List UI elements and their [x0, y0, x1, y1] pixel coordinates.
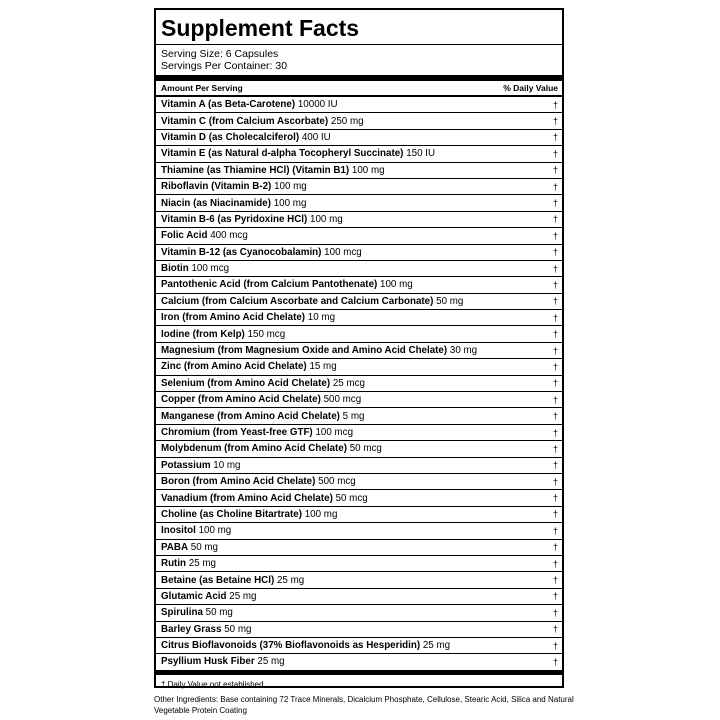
daily-value-footnote: † Daily Value not established. [161, 679, 266, 689]
nutrient-amount: 25 mg [229, 590, 257, 602]
nutrient-amount: 50 mg [190, 541, 219, 553]
daily-value-mark: † [552, 525, 558, 536]
nutrient-cell [161, 132, 331, 143]
nutrient-name: Copper (from Amino Acid Chelate) [161, 394, 321, 406]
table-row [156, 458, 562, 474]
nutrient-name: Psyllium Husk Fiber [161, 656, 255, 668]
daily-value-mark: † [552, 361, 558, 372]
nutrient-table [156, 97, 562, 670]
daily-value-mark: † [552, 329, 558, 340]
daily-value-mark: † [552, 279, 558, 290]
table-row [156, 523, 562, 539]
nutrient-name: Molybdenum (from Amino Acid Chelate) [161, 443, 347, 455]
table-row [156, 294, 562, 310]
nutrient-name: Choline (as Choline Bitartrate) [161, 508, 302, 520]
daily-value-mark: † [552, 394, 558, 405]
nutrient-name: Citrus Bioflavonoids (37% Bioflavonoids as Hesperidin) [161, 640, 421, 652]
daily-value-mark: † [552, 624, 558, 635]
nutrient-name: Barley Grass [161, 623, 222, 635]
daily-value-mark: † [552, 296, 558, 307]
nutrient-cell [161, 558, 216, 569]
other-ingredients: Other Ingredients: Base containing 72 Trace Minerals, Dicalcium Phosphate, Cellulose, Stearic Acid, Silica and Natural Vegetable Protein Coating [154, 695, 574, 715]
nutrient-amount: 25 mg [422, 640, 451, 652]
nutrient-cell [161, 411, 364, 422]
nutrient-amount: 10000 IU [297, 99, 338, 111]
nutrient-amount: 250 mg [330, 115, 364, 127]
nutrient-cell [161, 214, 343, 225]
nutrient-cell [161, 116, 364, 127]
table-row [156, 605, 562, 621]
nutrient-name: Biotin [161, 263, 189, 275]
daily-value-mark: † [552, 116, 558, 127]
nutrient-cell [161, 329, 285, 340]
nutrient-name: Riboflavin (Vitamin B-2) [161, 181, 272, 193]
nutrient-cell [161, 296, 463, 307]
nutrient-name: Vitamin C (from Calcium Ascorbate) [161, 115, 329, 127]
nutrient-cell [161, 279, 413, 290]
nutrient-amount: 100 mcg [315, 427, 354, 438]
nutrient-cell [161, 460, 241, 471]
serving-info [156, 45, 562, 75]
nutrient-amount: 100 mg [273, 197, 307, 209]
table-row [156, 97, 562, 113]
nutrient-amount: 100 mcg [324, 246, 362, 258]
nutrient-cell [161, 247, 362, 258]
nutrient-amount: 25 mg [188, 558, 216, 570]
nutrient-cell [161, 361, 337, 372]
nutrient-amount: 500 mcg [323, 394, 362, 406]
nutrient-cell [161, 542, 218, 553]
panel-title: Supplement Facts [161, 15, 360, 41]
nutrient-name: Inositol [161, 525, 196, 537]
table-row [156, 228, 562, 244]
nutrient-cell [161, 656, 285, 667]
nutrient-amount: 50 mg [205, 607, 233, 619]
daily-value-mark: † [552, 460, 558, 471]
supplement-facts-panel [154, 8, 564, 688]
table-row [156, 572, 562, 588]
daily-value-mark: † [552, 443, 558, 454]
table-row [156, 638, 562, 654]
daily-value-mark: † [552, 148, 558, 159]
serving-size: Serving Size: 6 Capsules [161, 48, 279, 60]
nutrient-name: Vitamin B-6 (as Pyridoxine HCl) [161, 213, 308, 225]
nutrient-name: Betaine (as Betaine HCl) [161, 574, 275, 586]
nutrient-name: Pantothenic Acid (from Calcium Pantothenate) [161, 279, 378, 291]
nutrient-name: Potassium [161, 459, 211, 471]
nutrient-amount: 100 mg [304, 508, 338, 520]
table-row [156, 195, 562, 211]
nutrient-name: Vanadium (from Amino Acid Chelate) [161, 492, 333, 504]
nutrient-name: Rutin [161, 558, 187, 570]
daily-value-mark: † [552, 99, 558, 110]
table-row [156, 277, 562, 293]
daily-value-mark: † [552, 558, 558, 569]
table-row [156, 310, 562, 326]
nutrient-cell [161, 525, 231, 536]
nutrient-cell [161, 509, 337, 520]
table-row [156, 441, 562, 457]
nutrient-name: Vitamin D (as Cholecalciferol) [161, 131, 300, 143]
nutrient-cell [161, 624, 251, 635]
nutrient-amount: 5 mg [342, 410, 365, 422]
daily-value-mark: † [552, 411, 558, 422]
table-row [156, 507, 562, 523]
table-row [156, 113, 562, 129]
nutrient-name: PABA [161, 541, 189, 553]
nutrient-cell [161, 394, 361, 405]
table-row [156, 425, 562, 441]
daily-value-mark: † [552, 132, 558, 143]
nutrient-amount: 500 mcg [318, 476, 356, 488]
table-row [156, 490, 562, 506]
table-row [156, 261, 562, 277]
daily-value-mark: † [552, 575, 558, 586]
daily-value-mark: † [552, 214, 558, 225]
table-row [156, 589, 562, 605]
nutrient-amount: 150 IU [406, 148, 436, 160]
servings-per-container: Servings Per Container: 30 [161, 60, 288, 72]
nutrient-cell [161, 607, 233, 618]
nutrient-amount: 100 mcg [191, 263, 230, 275]
daily-value-mark: † [552, 263, 558, 274]
nutrient-name: Iodine (from Kelp) [161, 328, 245, 340]
nutrient-amount: 100 mg [380, 279, 413, 291]
nutrient-amount: 100 mg [310, 213, 343, 225]
nutrient-name: Iron (from Amino Acid Chelate) [161, 312, 306, 324]
nutrient-cell [161, 263, 229, 274]
table-row [156, 392, 562, 408]
nutrient-cell [161, 575, 304, 586]
table-row [156, 474, 562, 490]
daily-value-mark: † [552, 591, 558, 602]
nutrient-name: Vitamin E (as Natural d-alpha Tocopheryl Succinate) [161, 148, 404, 160]
table-row [156, 163, 562, 179]
nutrient-amount: 50 mg [224, 623, 252, 635]
daily-value-heading: % Daily Value [503, 83, 558, 93]
nutrient-name: Calcium (from Calcium Ascorbate and Calcium Carbonate) [161, 295, 434, 307]
daily-value-mark: † [552, 198, 558, 209]
table-row [156, 130, 562, 146]
nutrient-amount: 10 mg [307, 312, 336, 324]
table-row [156, 376, 562, 392]
nutrient-amount: 25 mg [276, 574, 305, 586]
table-row [156, 343, 562, 359]
nutrient-amount: 400 IU [301, 131, 331, 143]
nutrient-amount: 50 mg [436, 295, 464, 307]
nutrient-cell [161, 99, 338, 110]
nutrient-cell [161, 198, 306, 209]
nutrient-name: Niacin (as Niacinamide) [161, 197, 271, 209]
daily-value-mark: † [552, 181, 558, 192]
table-row [156, 146, 562, 162]
nutrient-name: Boron (from Amino Acid Chelate) [161, 476, 316, 488]
daily-value-mark: † [552, 607, 558, 618]
nutrient-cell [161, 148, 435, 159]
table-row [156, 408, 562, 424]
nutrient-amount: 100 mg [351, 164, 385, 176]
table-row [156, 326, 562, 342]
nutrient-name: Selenium (from Amino Acid Chelate) [161, 377, 331, 389]
nutrient-cell [161, 640, 450, 651]
table-row [156, 179, 562, 195]
nutrient-cell [161, 181, 307, 192]
nutrient-amount: 400 mcg [210, 230, 248, 242]
nutrient-name: Spirulina [161, 607, 203, 619]
daily-value-mark: † [552, 378, 558, 389]
daily-value-mark: † [552, 509, 558, 520]
nutrient-amount: 150 mcg [247, 328, 286, 340]
table-row [156, 654, 562, 669]
nutrient-name: Thiamine (as Thiamine HCl) (Vitamin B1) [161, 164, 350, 176]
nutrient-name: Zinc (from Amino Acid Chelate) [161, 361, 307, 373]
nutrient-cell [161, 427, 353, 438]
daily-value-mark: † [552, 640, 558, 651]
nutrient-amount: 30 mg [449, 345, 478, 357]
nutrient-amount: 100 mg [274, 181, 307, 193]
nutrient-cell [161, 493, 368, 504]
daily-value-mark: † [552, 345, 558, 356]
daily-value-mark: † [552, 542, 558, 553]
table-row [156, 622, 562, 638]
table-row [156, 359, 562, 375]
nutrient-cell [161, 591, 256, 602]
daily-value-mark: † [552, 476, 558, 487]
nutrient-name: Vitamin B-12 (as Cyanocobalamin) [161, 246, 322, 258]
amount-per-serving-heading: Amount Per Serving [161, 83, 243, 93]
nutrient-name: Glutamic Acid [161, 590, 227, 602]
nutrient-cell [161, 165, 385, 176]
nutrient-name: Folic Acid [161, 230, 208, 242]
nutrient-amount: 15 mg [309, 361, 337, 373]
table-row [156, 556, 562, 572]
table-row [156, 245, 562, 261]
nutrient-amount: 50 mcg [335, 492, 368, 504]
nutrient-name: Vitamin A (as Beta-Carotene) [161, 99, 296, 111]
daily-value-mark: † [552, 247, 558, 258]
nutrient-amount: 25 mcg [332, 377, 365, 389]
daily-value-mark: † [552, 165, 558, 176]
nutrient-cell [161, 476, 356, 487]
nutrient-amount: 100 mg [198, 525, 232, 537]
nutrient-amount: 10 mg [213, 459, 241, 471]
daily-value-mark: † [552, 312, 558, 323]
nutrient-cell [161, 230, 248, 241]
nutrient-name: Magnesium (from Magnesium Oxide and Amino Acid Chelate) [161, 345, 448, 357]
daily-value-mark: † [552, 427, 558, 438]
nutrient-cell [161, 443, 382, 454]
nutrient-name: Manganese (from Amino Acid Chelate) [161, 410, 340, 422]
daily-value-mark: † [552, 230, 558, 241]
table-row [156, 540, 562, 556]
nutrient-name: Chromium (from Yeast-free GTF) [161, 427, 313, 438]
nutrient-amount: 25 mg [257, 656, 285, 668]
nutrient-cell [161, 312, 335, 323]
nutrient-cell [161, 345, 477, 356]
table-row [156, 212, 562, 228]
daily-value-mark: † [552, 493, 558, 504]
table-header [156, 81, 562, 95]
nutrient-amount: 50 mcg [349, 443, 382, 455]
nutrient-cell [161, 378, 365, 389]
daily-value-mark: † [552, 656, 558, 667]
